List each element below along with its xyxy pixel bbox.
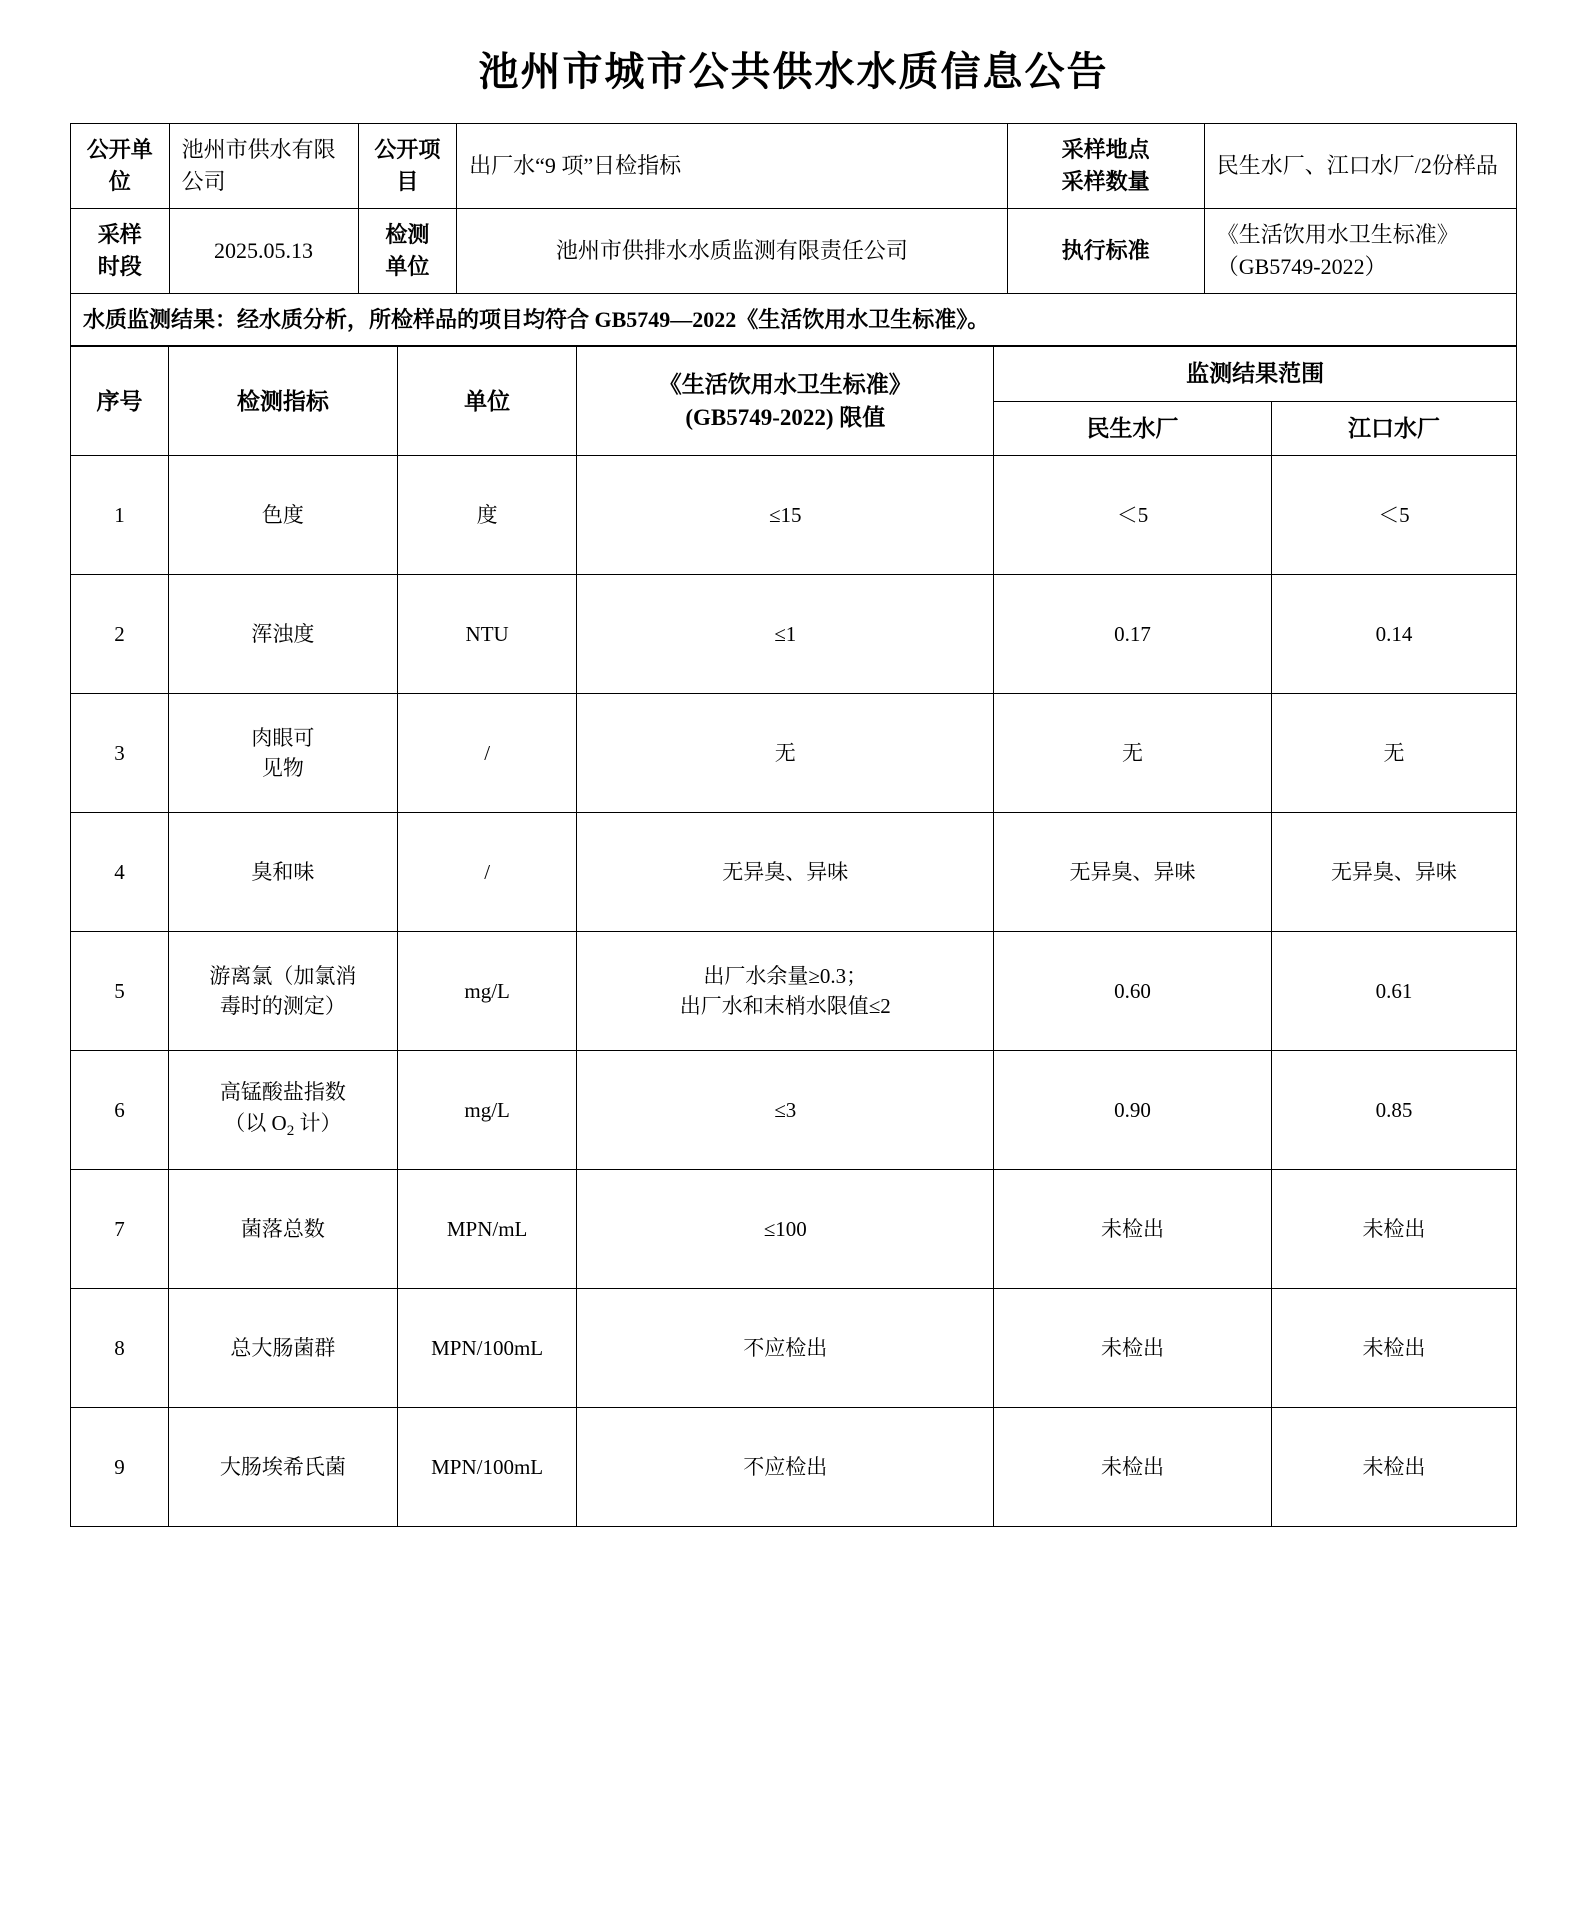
- table-row: [71, 813, 1517, 932]
- cell-limit: 不应检出: [577, 1289, 994, 1408]
- cell-plant2: 无异臭、异味: [1271, 813, 1516, 932]
- header-plant1: 民生水厂: [994, 401, 1272, 455]
- label-sampling-site-line2: 采样数量: [1061, 168, 1150, 194]
- cell-indicator: 菌落总数: [169, 1170, 398, 1289]
- value-sampling-site: 民生水厂、江口水厂/2份样品: [1204, 124, 1516, 209]
- cell-index: 1: [71, 456, 169, 575]
- cell-index: 9: [71, 1408, 169, 1527]
- monitoring-note: 水质监测结果：经水质分析，所检样品的项目均符合 GB5749—2022《生活饮用水卫生标准》。: [71, 293, 1517, 346]
- value-disclosure-unit: 池州市供水有限公司: [169, 124, 358, 209]
- cell-limit: [577, 932, 994, 1051]
- label-standard: 执行标准: [1007, 208, 1204, 293]
- cell-indicator: 肉眼可 见物: [169, 694, 398, 813]
- table-row: [71, 124, 1517, 209]
- header-limit-line2: (GB5749-2022) 限值: [685, 405, 886, 431]
- cell-plant2: 0.85: [1271, 1051, 1516, 1170]
- header-plant2: 江口水厂: [1271, 401, 1516, 455]
- results-table: [70, 346, 1517, 1527]
- cell-plant2: 未检出: [1271, 1289, 1516, 1408]
- cell-plant2: 0.14: [1271, 575, 1516, 694]
- cell-plant2: 未检出: [1271, 1408, 1516, 1527]
- cell-plant1: 无异臭、异味: [994, 813, 1272, 932]
- cell-plant1: 无: [994, 694, 1272, 813]
- cell-indicator: 总大肠菌群: [169, 1289, 398, 1408]
- cell-limit: 无: [577, 694, 994, 813]
- header-limit-line1: 《生活饮用水卫生标准》: [658, 371, 912, 397]
- value-sampling-period: 2025.05.13: [169, 208, 358, 293]
- value-testing-unit: 池州市供排水水质监测有限责任公司: [457, 208, 1007, 293]
- page-title: 池州市城市公共供水水质信息公告: [478, 49, 1109, 94]
- cell-limit: ≤100: [577, 1170, 994, 1289]
- cell-plant2: 未检出: [1271, 1170, 1516, 1289]
- cell-index: 8: [71, 1289, 169, 1408]
- cell-unit: mg/L: [397, 932, 577, 1051]
- label-testing-unit: [358, 208, 457, 293]
- label-sampling-period: [71, 208, 170, 293]
- table-row: [71, 293, 1517, 346]
- cell-plant1: 0.17: [994, 575, 1272, 694]
- cell-limit: 不应检出: [577, 1408, 994, 1527]
- cell-limit: ≤1: [577, 575, 994, 694]
- cell-index: 6: [71, 1051, 169, 1170]
- cell-plant1: ＜5: [994, 456, 1272, 575]
- table-row: [71, 456, 1517, 575]
- cell-indicator: 大肠埃希氏菌: [169, 1408, 398, 1527]
- cell-index: 2: [71, 575, 169, 694]
- table-row: [71, 575, 1517, 694]
- header-limit: [577, 347, 994, 456]
- cell-plant1: 未检出: [994, 1170, 1272, 1289]
- cell-unit: MPN/100mL: [397, 1289, 577, 1408]
- table-row: [71, 932, 1517, 1051]
- cell-unit: 度: [397, 456, 577, 575]
- header-indicator: 检测指标: [169, 347, 398, 456]
- table-row: [71, 1051, 1517, 1170]
- cell-limit: ≤3: [577, 1051, 994, 1170]
- cell-plant2: 无: [1271, 694, 1516, 813]
- cell-index: 5: [71, 932, 169, 1051]
- cell-indicator: 游离氯（加氯消 毒时的测定）: [169, 932, 398, 1051]
- info-table: [70, 123, 1517, 346]
- cell-limit: 无异臭、异味: [577, 813, 994, 932]
- table-row: [71, 1170, 1517, 1289]
- cell-limit: ≤15: [577, 456, 994, 575]
- label-disclosure-item: 公开项目: [358, 124, 457, 209]
- cell-plant1: 0.60: [994, 932, 1272, 1051]
- value-disclosure-item: 出厂水“9 项”日检指标: [457, 124, 1007, 209]
- label-testing-unit-line2: 单位: [385, 253, 430, 279]
- label-sampling-period-line2: 时段: [97, 253, 142, 279]
- cell-limit-line1: 出厂水余量≥0.3；: [703, 963, 868, 988]
- cell-unit: /: [397, 813, 577, 932]
- cell-indicator: 浑浊度: [169, 575, 398, 694]
- cell-plant2: 0.61: [1271, 932, 1516, 1051]
- cell-indicator: 色度: [169, 456, 398, 575]
- cell-index: 7: [71, 1170, 169, 1289]
- cell-indicator: 高锰酸盐指数 （以 $O_2$ 计）: [169, 1051, 398, 1170]
- label-testing-unit-line1: 检测: [385, 221, 430, 247]
- label-sampling-period-line1: 采样: [97, 221, 142, 247]
- cell-unit: mg/L: [397, 1051, 577, 1170]
- label-disclosure-unit: 公开单位: [71, 124, 170, 209]
- cell-index: 3: [71, 694, 169, 813]
- cell-limit-line2: 出厂水和末梢水限值≤2: [679, 994, 891, 1019]
- label-sampling-site-line1: 采样地点: [1061, 137, 1150, 162]
- cell-indicator: 臭和味: [169, 813, 398, 932]
- results-header-row-1: [71, 347, 1517, 401]
- header-result-range: 监测结果范围: [994, 347, 1517, 401]
- cell-unit: NTU: [397, 575, 577, 694]
- header-index: 序号: [71, 347, 169, 456]
- cell-plant2: ＜5: [1271, 456, 1516, 575]
- table-row: [71, 208, 1517, 293]
- header-unit: 单位: [397, 347, 577, 456]
- cell-plant1: 0.90: [994, 1051, 1272, 1170]
- value-standard: 《生活饮用水卫生标准》（GB5749-2022）: [1204, 208, 1516, 293]
- cell-unit: MPN/mL: [397, 1170, 577, 1289]
- cell-unit: /: [397, 694, 577, 813]
- table-row: [71, 1408, 1517, 1527]
- cell-unit: MPN/100mL: [397, 1408, 577, 1527]
- label-sampling-site: [1007, 124, 1204, 209]
- table-row: [71, 1289, 1517, 1408]
- cell-index: 4: [71, 813, 169, 932]
- cell-plant1: 未检出: [994, 1289, 1272, 1408]
- table-row: [71, 694, 1517, 813]
- cell-plant1: 未检出: [994, 1408, 1272, 1527]
